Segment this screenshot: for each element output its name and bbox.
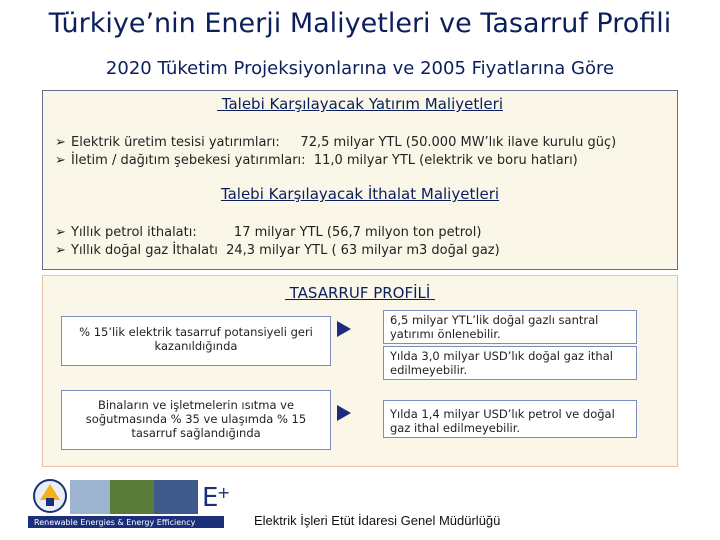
investment-bullet-text: İletim / dağıtım şebekesi yatırımları: 11,0 milyar YTL (elektrik ve boru hatları) [71,153,578,168]
page-title: Türkiye’nin Enerji Maliyetleri ve Tasarruf Profili [48,8,672,39]
imports-bullet-2 [55,243,500,258]
savings-condition-electricity: % 15’lik elektrik tasarruf potansiyeli geri kazanıldığında [61,316,331,366]
svg-text:Renewable Energies & Energy Ef: Renewable Energies & Energy Efficiency [34,518,196,527]
arrow-bullet-icon: ➢ [55,135,66,150]
savings-condition-buildings: Binaların ve işletmelerin ısıtma ve soğutmasında % 35 ve ulaşımda % 15 tasarruf sağlandığında [61,390,331,450]
right-arrow-icon [337,321,351,337]
investment-bullet-1 [55,135,616,150]
savings-result-plant: 6,5 milyar YTL’lik doğal gazlı santral yatırımı önlenebilir. [383,310,637,344]
arrow-bullet-icon: ➢ [55,153,66,168]
savings-result-oil-gas: Yılda 1,4 milyar USD’lık petrol ve doğal gaz ithal edilmeyebilir. [383,400,637,438]
right-arrow-icon [337,405,351,421]
page-subtitle: 2020 Tüketim Projeksiyonlarına ve 2005 Fiyatlarına Göre [105,58,615,79]
footer-organization: Elektrik İşleri Etüt İdaresi Genel Müdürlüğü [254,513,501,528]
investment-bullet-2 [55,153,578,168]
svg-text:+: + [217,483,231,502]
svg-text:E: E [202,483,219,513]
costs-panel [42,90,678,270]
eie-logo [28,476,231,528]
savings-result-gas: Yılda 3,0 milyar USD’lık doğal gaz ithal edilmeyebilir. [383,346,637,380]
arrow-bullet-icon: ➢ [55,225,66,240]
savings-heading: TASARRUF PROFİLİ [284,284,436,302]
savings-panel [42,275,678,467]
investment-bullet-text: Elektrik üretim tesisi yatırımları: 72,5 milyar YTL (50.000 MW’lık ilave kurulu güç) [71,135,617,150]
imports-bullet-1 [55,225,481,240]
investment-heading: Talebi Karşılayacak Yatırım Maliyetleri [217,95,503,113]
arrow-bullet-icon: ➢ [55,243,66,258]
imports-bullet-text: Yıllık doğal gaz İthalatı 24,3 milyar YTL ( 63 milyar m3 doğal gaz) [71,243,500,258]
imports-heading: Talebi Karşılayacak İthalat Maliyetleri [220,185,500,203]
imports-bullet-text: Yıllık petrol ithalatı: 17 milyar YTL (56,7 milyon ton petrol) [71,225,482,240]
